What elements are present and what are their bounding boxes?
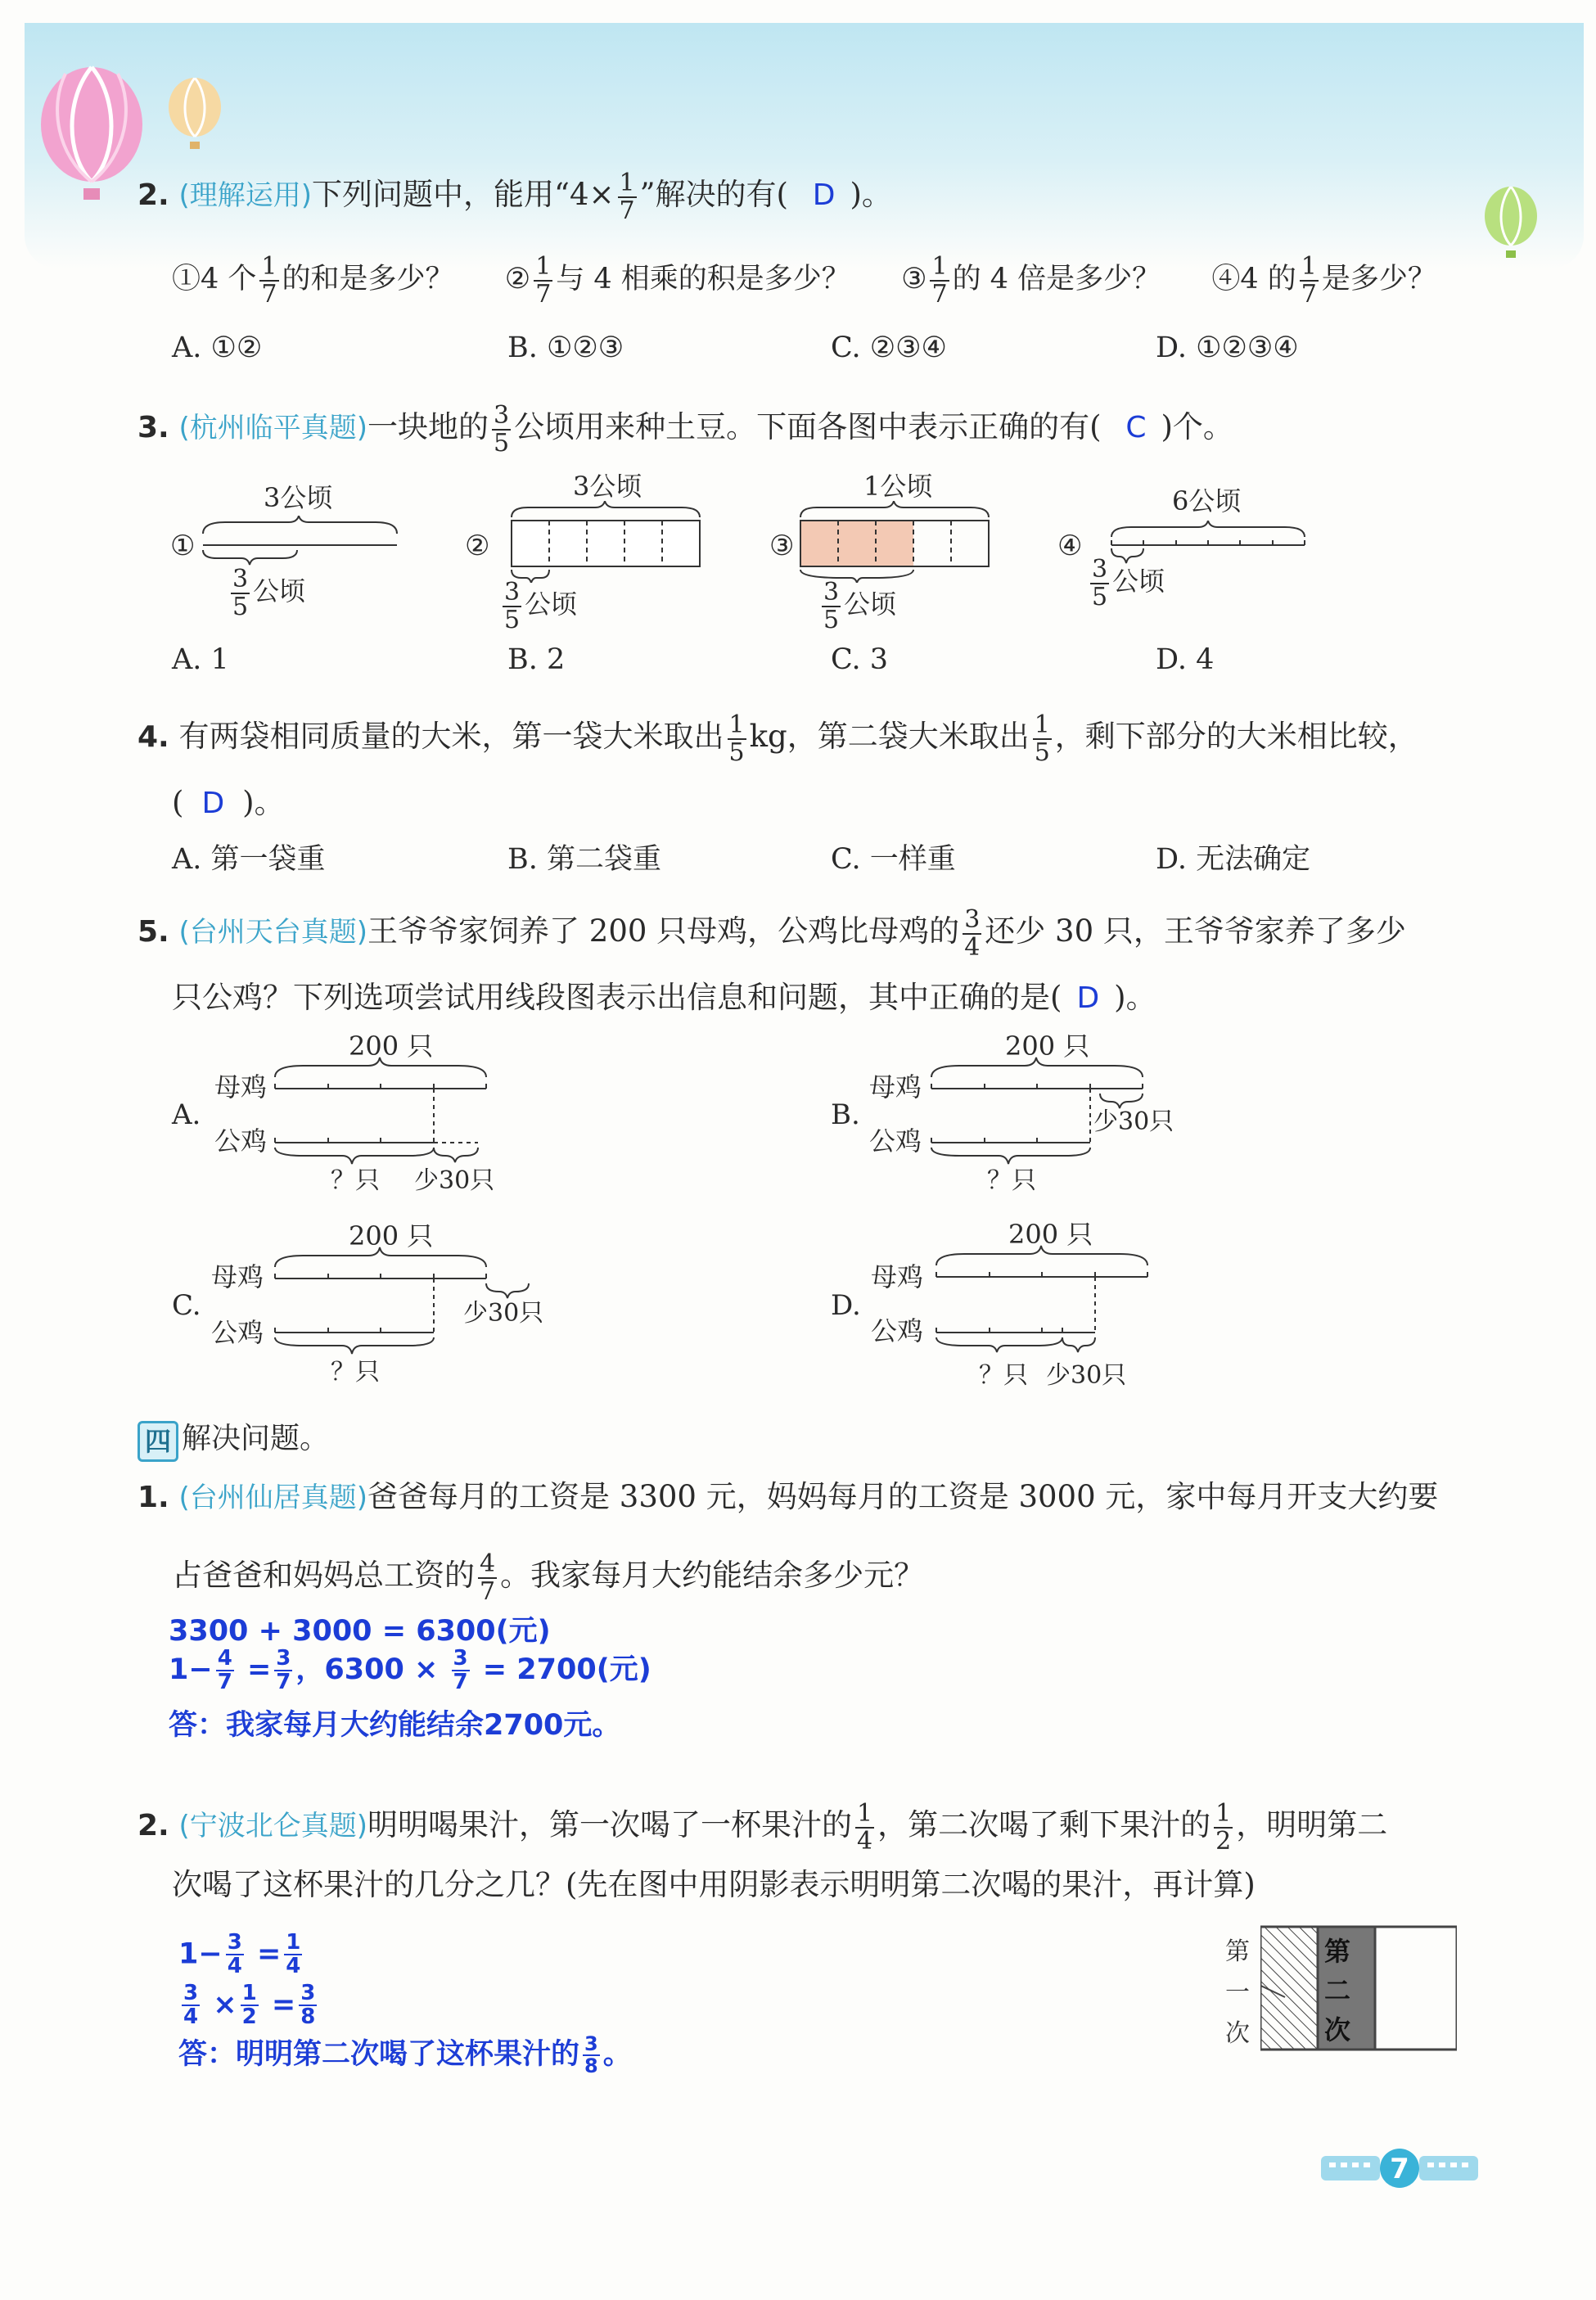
q5-line2: 只公鸡？下列选项尝试用线段图表示出信息和问题，其中正确的是( D )。 (172, 980, 1156, 1015)
line-diagram-d (931, 1244, 1161, 1367)
segment-figure-2 (503, 501, 708, 583)
figure-top-label: 3公顷 (264, 482, 333, 513)
question-tag: (宁波北仑真题) (178, 1810, 368, 1842)
question-tag: (台州仙居真题) (178, 1481, 368, 1514)
figure-bottom-label: $\frac{3}{5}$ 公顷 (232, 565, 306, 621)
q2-items (172, 254, 1436, 307)
option-a[interactable]: A. ①② (172, 331, 263, 364)
answer: C (1125, 411, 1147, 444)
answer: D (201, 787, 225, 820)
figure-first-label: 第 一 次 (1225, 1937, 1250, 2048)
figure-mark: ④ (1057, 530, 1083, 562)
section-badge: 四 (138, 1421, 178, 1462)
p2-line2: 次喝了这杯果汁的几分之几？(先在图中用阴影表示明明第二次喝的果汁，再计算) (172, 1867, 1256, 1902)
figure-second-label: 第 二 次 (1323, 1936, 1350, 2045)
section-title: 解决问题。 (182, 1422, 330, 1455)
question-number: 3. (138, 411, 169, 444)
p2-stem: 2. (宁波北仑真题)明明喝果汁，第一次喝了一杯果汁的 $\frac{1}{4}$ ，第二次喝了剩下果汁的 $\frac{1}{2}$ ，明明第二 (138, 1799, 1388, 1856)
question-number: 4. (138, 720, 169, 754)
header-band (25, 23, 1584, 268)
figure-bottom-label: $\frac{3}{5}$ 公顷 (823, 578, 897, 634)
q2-stem: 2. (理解运用)下列问题中，能用“4× $\frac{1}{7}$ ”解决的有( D )。 (138, 169, 892, 225)
option-a[interactable]: A. 1 (172, 643, 229, 676)
q3-stem: 3. (杭州临平真题)一块地的 $\frac{3}{5}$ 公顷用来种土豆。下面各图中表示正确的有( C )个。 (138, 401, 1233, 458)
question-number: 1. (138, 1481, 169, 1514)
option-d[interactable]: D. 4 (1156, 643, 1215, 676)
question-number: 5. (138, 915, 169, 949)
solution-answer: 答：我家每月大约能结余2700元。 (169, 1709, 621, 1742)
option-c[interactable]: C. ②③④ (831, 331, 947, 364)
option-c[interactable]: C. 一样重 (831, 843, 956, 876)
option-a[interactable]: A. (172, 1098, 201, 1131)
question-tag: (杭州临平真题) (178, 412, 368, 444)
figure-mark: ① (170, 530, 196, 562)
balloon-icon-green (1480, 187, 1545, 264)
figure-top-label: 1公顷 (863, 471, 933, 502)
p2-solution-line-1: 1− $\frac{3}{4}$ = $\frac{1}{4}$ (178, 1930, 301, 1979)
line-diagram-a (270, 1056, 499, 1179)
option-d[interactable]: D. ①②③④ (1156, 331, 1299, 364)
q2-item-4: ④4 的 $\frac{1}{7}$ 是多少？ (1211, 252, 1436, 309)
figure-top-label: 6公顷 (1172, 485, 1242, 516)
p2-solution-line-2: $\frac{3}{4}$ × $\frac{1}{2}$ = $\frac{3}{8}$ (183, 1981, 316, 2030)
figure-top-label: 3公顷 (573, 471, 642, 502)
figure-mark: ② (465, 530, 490, 562)
fraction: $\frac{1}{7}$ (619, 169, 635, 225)
option-b[interactable]: B. ①②③ (507, 331, 624, 364)
figure-bottom-label: $\frac{3}{5}$ 公顷 (504, 578, 578, 634)
figure-mark: ③ (769, 530, 795, 562)
question-number: 2. (138, 178, 169, 212)
option-d[interactable]: D. (831, 1289, 861, 1322)
option-b[interactable]: B. (831, 1098, 860, 1131)
segment-figure-3 (792, 501, 997, 583)
option-a[interactable]: A. 第一袋重 (172, 843, 326, 876)
answer: D (812, 178, 836, 212)
p1-stem: 1. (台州仙居真题)爸爸每月的工资是 3300 元，妈妈每月的工资是 3000 元，家中每月开支大约要 (138, 1479, 1439, 1514)
answer: D (1076, 981, 1100, 1015)
option-c[interactable]: C. (172, 1289, 201, 1322)
fraction: $\frac{3}{5}$ (494, 401, 510, 458)
p2-solution-answer: 答：明明第二次喝了这杯果汁的 $\frac{3}{8}$ 。 (178, 2032, 632, 2077)
question-number: 2. (138, 1809, 169, 1842)
option-b[interactable]: B. 第二袋重 (507, 843, 661, 876)
option-c[interactable]: C. 3 (831, 643, 889, 676)
q2-item-2: ② $\frac{1}{7}$ 与 4 相乘的积是多少？ (504, 252, 850, 309)
q5-stem: 5. (台州天台真题)王爷爷家饲养了 200 只母鸡，公鸡比母鸡的 $\frac{3}{4}$ 还少 30 只，王爷爷家养了多少 (138, 905, 1406, 962)
q4-answer-line: ( D )。 (172, 785, 285, 820)
q2-item-3: ③ $\frac{1}{7}$ 的 4 倍是多少？ (901, 252, 1161, 309)
solution-line-2: 1− $\frac{4}{7}$ = $\frac{3}{7}$ ，6300 × $\frac{3}{7}$ = 2700(元) (169, 1645, 651, 1694)
figure-bottom-label: $\frac{3}{5}$ 公顷 (1092, 555, 1165, 611)
juice-cup-figure (1260, 1923, 1457, 2063)
balloon-icon-small (164, 78, 229, 156)
page-number: 7 (1390, 2153, 1409, 2185)
question-tag: (台州天台真题) (178, 916, 368, 949)
question-tag: (理解运用) (178, 179, 313, 212)
q2-item-1: ①4 个 $\frac{1}{7}$ 的和是多少？ (172, 252, 454, 309)
solution-line-1: 3300 + 3000 = 6300(元) (169, 1615, 551, 1648)
option-d[interactable]: D. 无法确定 (1156, 843, 1311, 876)
p1-line2: 占爸爸和妈妈总工资的 $\frac{4}{7}$ 。我家每月大约能结余多少元？ (172, 1549, 925, 1606)
q4-stem: 4. 有两袋相同质量的大米，第一袋大米取出 $\frac{1}{5}$ kg，第二袋大米取出 $\frac{1}{5}$ ，剩下部分的大米相比较， (138, 710, 1418, 767)
option-b[interactable]: B. 2 (507, 643, 566, 676)
